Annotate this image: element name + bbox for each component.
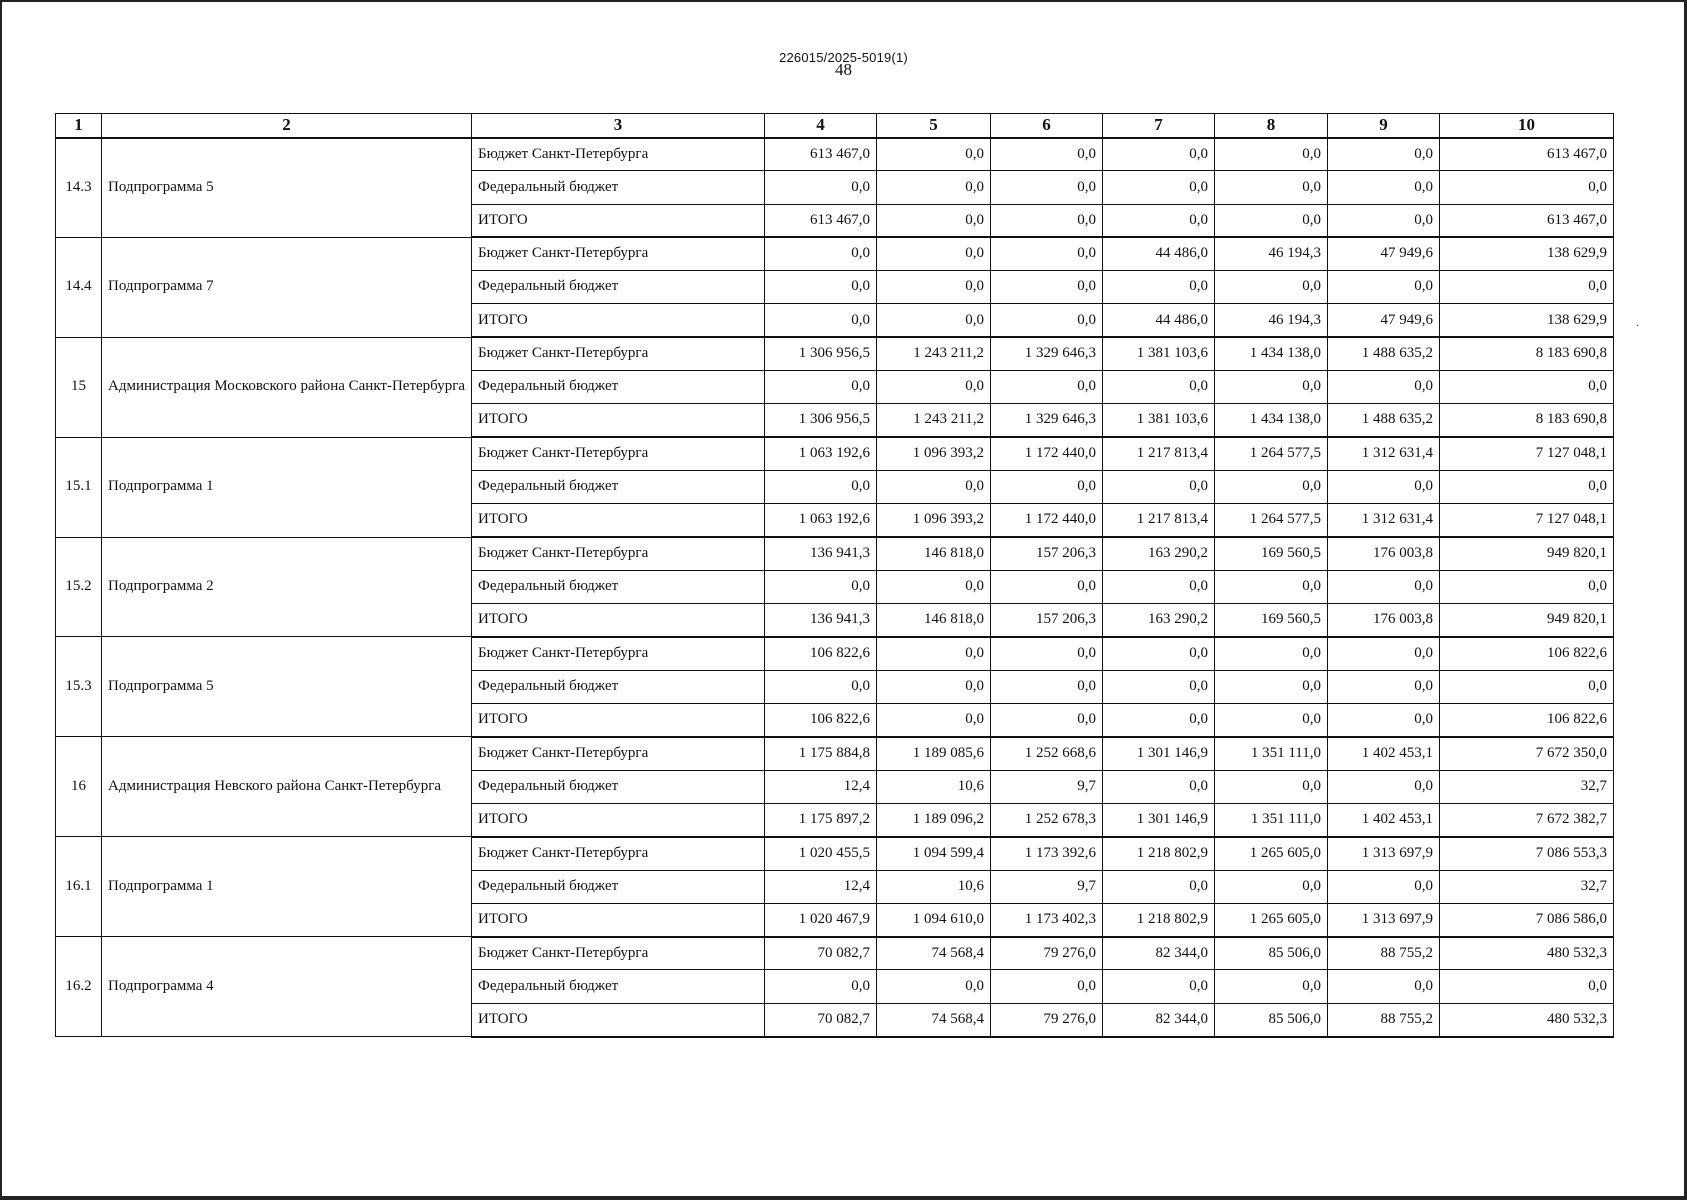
amount-cell: 0,0 (991, 204, 1103, 237)
amount-cell: 0,0 (1328, 704, 1440, 737)
amount-cell: 1 312 631,4 (1328, 504, 1440, 537)
amount-cell: 79 276,0 (991, 1003, 1103, 1036)
funding-source: Бюджет Санкт-Петербурга (472, 737, 765, 770)
item-code: 15.1 (56, 437, 102, 537)
row-group (56, 537, 1614, 637)
amount-cell: 1 217 813,4 (1103, 504, 1215, 537)
amount-cell: 0,0 (1328, 371, 1440, 404)
amount-cell: 157 206,3 (991, 604, 1103, 637)
amount-cell: 1 265 605,0 (1215, 837, 1328, 870)
total-cell: 0,0 (1440, 470, 1614, 503)
amount-cell: 0,0 (1215, 371, 1328, 404)
amount-cell: 0,0 (877, 970, 991, 1003)
amount-cell: 9,7 (991, 770, 1103, 803)
column-header: 4 (765, 114, 877, 138)
amount-cell: 0,0 (991, 304, 1103, 337)
row-group (56, 637, 1614, 737)
table-row (56, 138, 1614, 171)
amount-cell: 0,0 (765, 371, 877, 404)
amount-cell: 0,0 (1215, 970, 1328, 1003)
funding-source: ИТОГО (472, 504, 765, 537)
column-header: 9 (1328, 114, 1440, 138)
amount-cell: 1 218 802,9 (1103, 837, 1215, 870)
item-code: 14.3 (56, 138, 102, 238)
amount-cell: 0,0 (991, 670, 1103, 703)
funding-source: Федеральный бюджет (472, 470, 765, 503)
amount-cell: 1 175 897,2 (765, 803, 877, 836)
total-cell: 613 467,0 (1440, 138, 1614, 171)
amount-cell: 0,0 (1328, 870, 1440, 903)
row-group (56, 337, 1614, 437)
funding-source: Федеральный бюджет (472, 570, 765, 603)
amount-cell: 169 560,5 (1215, 537, 1328, 570)
amount-cell: 176 003,8 (1328, 604, 1440, 637)
amount-cell: 0,0 (877, 171, 991, 204)
amount-cell: 0,0 (765, 470, 877, 503)
item-code: 15.3 (56, 637, 102, 737)
amount-cell: 1 381 103,6 (1103, 337, 1215, 370)
item-code: 14.4 (56, 237, 102, 337)
amount-cell: 0,0 (1328, 271, 1440, 304)
amount-cell: 0,0 (877, 204, 991, 237)
funding-source: ИТОГО (472, 304, 765, 337)
amount-cell: 1 313 697,9 (1328, 903, 1440, 936)
amount-cell: 0,0 (1103, 870, 1215, 903)
amount-cell: 1 381 103,6 (1103, 404, 1215, 437)
row-group (56, 937, 1614, 1037)
amount-cell: 0,0 (991, 237, 1103, 270)
amount-cell: 1 096 393,2 (877, 504, 991, 537)
amount-cell: 0,0 (1215, 470, 1328, 503)
total-cell: 0,0 (1440, 570, 1614, 603)
funding-source: Федеральный бюджет (472, 271, 765, 304)
total-cell: 7 672 382,7 (1440, 803, 1614, 836)
row-group (56, 138, 1614, 238)
amount-cell: 0,0 (1328, 770, 1440, 803)
column-header: 7 (1103, 114, 1215, 138)
amount-cell: 0,0 (1103, 970, 1215, 1003)
amount-cell: 1 094 610,0 (877, 903, 991, 936)
item-code: 16 (56, 737, 102, 837)
amount-cell: 0,0 (1215, 770, 1328, 803)
amount-cell: 0,0 (877, 570, 991, 603)
amount-cell: 1 172 440,0 (991, 437, 1103, 470)
amount-cell: 1 173 392,6 (991, 837, 1103, 870)
amount-cell: 46 194,3 (1215, 237, 1328, 270)
amount-cell: 0,0 (1328, 138, 1440, 171)
item-name: Подпрограмма 1 (102, 837, 472, 937)
total-cell: 106 822,6 (1440, 637, 1614, 670)
column-header: 6 (991, 114, 1103, 138)
header-row (56, 114, 1614, 138)
amount-cell: 44 486,0 (1103, 304, 1215, 337)
funding-source: ИТОГО (472, 1003, 765, 1036)
amount-cell: 0,0 (765, 237, 877, 270)
amount-cell: 1 063 192,6 (765, 504, 877, 537)
amount-cell: 12,4 (765, 870, 877, 903)
funding-source: ИТОГО (472, 204, 765, 237)
total-cell: 0,0 (1440, 970, 1614, 1003)
total-cell: 0,0 (1440, 371, 1614, 404)
amount-cell: 0,0 (1215, 637, 1328, 670)
amount-cell: 0,0 (1103, 371, 1215, 404)
table-row (56, 437, 1614, 470)
amount-cell: 0,0 (1215, 271, 1328, 304)
amount-cell: 1 402 453,1 (1328, 803, 1440, 836)
amount-cell: 0,0 (991, 470, 1103, 503)
amount-cell: 0,0 (765, 570, 877, 603)
total-cell: 949 820,1 (1440, 537, 1614, 570)
amount-cell: 82 344,0 (1103, 937, 1215, 970)
total-cell: 949 820,1 (1440, 604, 1614, 637)
column-header: 5 (877, 114, 991, 138)
amount-cell: 82 344,0 (1103, 1003, 1215, 1036)
amount-cell: 1 402 453,1 (1328, 737, 1440, 770)
funding-source: Бюджет Санкт-Петербурга (472, 537, 765, 570)
amount-cell: 0,0 (877, 138, 991, 171)
amount-cell: 1 488 635,2 (1328, 337, 1440, 370)
amount-cell: 1 313 697,9 (1328, 837, 1440, 870)
amount-cell: 1 306 956,5 (765, 404, 877, 437)
amount-cell: 146 818,0 (877, 537, 991, 570)
row-group (56, 737, 1614, 837)
amount-cell: 12,4 (765, 770, 877, 803)
amount-cell: 0,0 (1215, 204, 1328, 237)
amount-cell: 0,0 (765, 970, 877, 1003)
total-cell: 7 672 350,0 (1440, 737, 1614, 770)
amount-cell: 79 276,0 (991, 937, 1103, 970)
amount-cell: 1 264 577,5 (1215, 437, 1328, 470)
amount-cell: 0,0 (1103, 770, 1215, 803)
item-code: 15 (56, 337, 102, 437)
amount-cell: 0,0 (1215, 138, 1328, 171)
amount-cell: 169 560,5 (1215, 604, 1328, 637)
total-cell: 138 629,9 (1440, 237, 1614, 270)
amount-cell: 0,0 (1103, 138, 1215, 171)
funding-source: Федеральный бюджет (472, 670, 765, 703)
amount-cell: 106 822,6 (765, 704, 877, 737)
amount-cell: 0,0 (991, 371, 1103, 404)
total-cell: 0,0 (1440, 670, 1614, 703)
amount-cell: 1 434 138,0 (1215, 337, 1328, 370)
amount-cell: 0,0 (877, 271, 991, 304)
amount-cell: 0,0 (1103, 470, 1215, 503)
funding-source: ИТОГО (472, 903, 765, 936)
amount-cell: 0,0 (1103, 171, 1215, 204)
table-row (56, 637, 1614, 670)
total-cell: 7 086 586,0 (1440, 903, 1614, 936)
scan-speck: · (1636, 321, 1640, 332)
amount-cell: 85 506,0 (1215, 937, 1328, 970)
funding-source: ИТОГО (472, 604, 765, 637)
amount-cell: 157 206,3 (991, 537, 1103, 570)
funding-source: Бюджет Санкт-Петербурга (472, 637, 765, 670)
column-header: 10 (1440, 114, 1614, 138)
amount-cell: 0,0 (991, 171, 1103, 204)
amount-cell: 0,0 (1328, 637, 1440, 670)
amount-cell: 0,0 (991, 271, 1103, 304)
table-row (56, 837, 1614, 870)
item-name: Администрация Московского района Санкт-Петербурга (102, 337, 472, 437)
amount-cell: 0,0 (1215, 670, 1328, 703)
amount-cell: 176 003,8 (1328, 537, 1440, 570)
total-cell: 8 183 690,8 (1440, 337, 1614, 370)
amount-cell: 85 506,0 (1215, 1003, 1328, 1036)
item-name: Подпрограмма 4 (102, 937, 472, 1037)
amount-cell: 0,0 (1103, 570, 1215, 603)
funding-source: Федеральный бюджет (472, 770, 765, 803)
amount-cell: 0,0 (877, 237, 991, 270)
item-name: Подпрограмма 5 (102, 637, 472, 737)
amount-cell: 1 189 085,6 (877, 737, 991, 770)
amount-cell: 1 252 668,6 (991, 737, 1103, 770)
amount-cell: 1 312 631,4 (1328, 437, 1440, 470)
amount-cell: 1 094 599,4 (877, 837, 991, 870)
amount-cell: 0,0 (1328, 470, 1440, 503)
amount-cell: 0,0 (1103, 271, 1215, 304)
amount-cell: 1 351 111,0 (1215, 737, 1328, 770)
amount-cell: 47 949,6 (1328, 304, 1440, 337)
amount-cell: 146 818,0 (877, 604, 991, 637)
amount-cell: 1 175 884,8 (765, 737, 877, 770)
amount-cell: 0,0 (765, 670, 877, 703)
amount-cell: 1 306 956,5 (765, 337, 877, 370)
amount-cell: 88 755,2 (1328, 1003, 1440, 1036)
item-name: Подпрограмма 1 (102, 437, 472, 537)
total-cell: 8 183 690,8 (1440, 404, 1614, 437)
funding-source: Бюджет Санкт-Петербурга (472, 837, 765, 870)
amount-cell: 0,0 (765, 171, 877, 204)
amount-cell: 1 434 138,0 (1215, 404, 1328, 437)
amount-cell: 1 020 455,5 (765, 837, 877, 870)
amount-cell: 1 172 440,0 (991, 504, 1103, 537)
amount-cell: 0,0 (1215, 704, 1328, 737)
amount-cell: 0,0 (1215, 171, 1328, 204)
amount-cell: 0,0 (1328, 970, 1440, 1003)
amount-cell: 0,0 (1215, 870, 1328, 903)
amount-cell: 0,0 (1215, 570, 1328, 603)
amount-cell: 1 264 577,5 (1215, 504, 1328, 537)
amount-cell: 1 351 111,0 (1215, 803, 1328, 836)
row-group (56, 237, 1614, 337)
amount-cell: 10,6 (877, 770, 991, 803)
amount-cell: 1 329 646,3 (991, 404, 1103, 437)
amount-cell: 0,0 (877, 670, 991, 703)
total-cell: 7 127 048,1 (1440, 504, 1614, 537)
amount-cell: 0,0 (991, 570, 1103, 603)
funding-source: Бюджет Санкт-Петербурга (472, 237, 765, 270)
amount-cell: 0,0 (1103, 704, 1215, 737)
row-group (56, 437, 1614, 537)
amount-cell: 0,0 (877, 304, 991, 337)
item-name: Подпрограмма 5 (102, 138, 472, 238)
total-cell: 480 532,3 (1440, 937, 1614, 970)
funding-source: ИТОГО (472, 704, 765, 737)
total-cell: 7 086 553,3 (1440, 837, 1614, 870)
amount-cell: 0,0 (991, 704, 1103, 737)
amount-cell: 1 301 146,9 (1103, 737, 1215, 770)
amount-cell: 0,0 (1328, 670, 1440, 703)
amount-cell: 0,0 (877, 704, 991, 737)
amount-cell: 0,0 (877, 470, 991, 503)
amount-cell: 46 194,3 (1215, 304, 1328, 337)
amount-cell: 1 096 393,2 (877, 437, 991, 470)
amount-cell: 0,0 (1103, 637, 1215, 670)
funding-source: Бюджет Санкт-Петербурга (472, 437, 765, 470)
amount-cell: 0,0 (765, 304, 877, 337)
amount-cell: 613 467,0 (765, 138, 877, 171)
column-header: 2 (102, 114, 472, 138)
amount-cell: 9,7 (991, 870, 1103, 903)
amount-cell: 0,0 (877, 371, 991, 404)
funding-source: Бюджет Санкт-Петербурга (472, 337, 765, 370)
page-number: 48 (835, 60, 852, 79)
amount-cell: 1 173 402,3 (991, 903, 1103, 936)
amount-cell: 0,0 (991, 637, 1103, 670)
table-row (56, 337, 1614, 370)
table-row (56, 537, 1614, 570)
amount-cell: 74 568,4 (877, 937, 991, 970)
amount-cell: 44 486,0 (1103, 237, 1215, 270)
total-cell: 613 467,0 (1440, 204, 1614, 237)
budget-table (55, 113, 1614, 1038)
item-name: Подпрограмма 2 (102, 537, 472, 637)
amount-cell: 0,0 (877, 637, 991, 670)
total-cell: 32,7 (1440, 870, 1614, 903)
amount-cell: 163 290,2 (1103, 537, 1215, 570)
item-code: 16.2 (56, 937, 102, 1037)
amount-cell: 613 467,0 (765, 204, 877, 237)
column-header: 8 (1215, 114, 1328, 138)
table-row (56, 237, 1614, 270)
funding-source: Федеральный бюджет (472, 171, 765, 204)
total-cell: 138 629,9 (1440, 304, 1614, 337)
amount-cell: 0,0 (1328, 204, 1440, 237)
amount-cell: 1 063 192,6 (765, 437, 877, 470)
row-group (56, 837, 1614, 937)
column-header: 1 (56, 114, 102, 138)
item-code: 15.2 (56, 537, 102, 637)
amount-cell: 1 301 146,9 (1103, 803, 1215, 836)
amount-cell: 10,6 (877, 870, 991, 903)
amount-cell: 1 243 211,2 (877, 337, 991, 370)
total-cell: 32,7 (1440, 770, 1614, 803)
funding-source: Федеральный бюджет (472, 870, 765, 903)
funding-source: ИТОГО (472, 803, 765, 836)
column-header: 3 (472, 114, 765, 138)
amount-cell: 1 217 813,4 (1103, 437, 1215, 470)
total-cell: 7 127 048,1 (1440, 437, 1614, 470)
amount-cell: 1 218 802,9 (1103, 903, 1215, 936)
amount-cell: 136 941,3 (765, 604, 877, 637)
amount-cell: 0,0 (991, 138, 1103, 171)
funding-source: Бюджет Санкт-Петербурга (472, 937, 765, 970)
amount-cell: 1 488 635,2 (1328, 404, 1440, 437)
amount-cell: 0,0 (1103, 204, 1215, 237)
funding-source: Федеральный бюджет (472, 970, 765, 1003)
item-name: Администрация Невского района Санкт-Петербурга (102, 737, 472, 837)
amount-cell: 0,0 (1328, 171, 1440, 204)
total-cell: 0,0 (1440, 171, 1614, 204)
funding-source: Федеральный бюджет (472, 371, 765, 404)
amount-cell: 163 290,2 (1103, 604, 1215, 637)
amount-cell: 1 189 096,2 (877, 803, 991, 836)
amount-cell: 47 949,6 (1328, 237, 1440, 270)
table-row (56, 737, 1614, 770)
total-cell: 106 822,6 (1440, 704, 1614, 737)
total-cell: 480 532,3 (1440, 1003, 1614, 1036)
amount-cell: 136 941,3 (765, 537, 877, 570)
amount-cell: 1 020 467,9 (765, 903, 877, 936)
amount-cell: 70 082,7 (765, 1003, 877, 1036)
funding-source: ИТОГО (472, 404, 765, 437)
amount-cell: 70 082,7 (765, 937, 877, 970)
amount-cell: 0,0 (1328, 570, 1440, 603)
amount-cell: 0,0 (1103, 670, 1215, 703)
amount-cell: 1 265 605,0 (1215, 903, 1328, 936)
amount-cell: 1 329 646,3 (991, 337, 1103, 370)
item-name: Подпрограмма 7 (102, 237, 472, 337)
amount-cell: 74 568,4 (877, 1003, 991, 1036)
table-row (56, 937, 1614, 970)
amount-cell: 106 822,6 (765, 637, 877, 670)
amount-cell: 0,0 (765, 271, 877, 304)
funding-source: Бюджет Санкт-Петербурга (472, 138, 765, 171)
amount-cell: 1 243 211,2 (877, 404, 991, 437)
amount-cell: 1 252 678,3 (991, 803, 1103, 836)
item-code: 16.1 (56, 837, 102, 937)
document-id: 226015/2025-5019(1) (779, 50, 908, 65)
total-cell: 0,0 (1440, 271, 1614, 304)
amount-cell: 0,0 (991, 970, 1103, 1003)
amount-cell: 88 755,2 (1328, 937, 1440, 970)
